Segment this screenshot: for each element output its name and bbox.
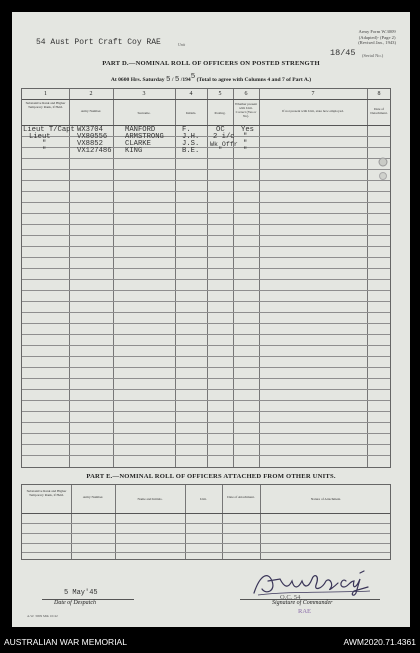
cell-initials: F.	[182, 126, 191, 134]
serial-label: (Serial No.)	[362, 53, 384, 58]
column-number: 2	[89, 91, 93, 97]
cell-initials: B.E.	[182, 147, 200, 155]
date-prefix: At 0600 Hrs. Saturday	[110, 76, 165, 83]
unit-stamp: RAE	[298, 608, 311, 615]
cell-present: Yes	[241, 126, 254, 134]
cell-rank: Lieut T/Capt	[23, 126, 75, 134]
e-header-name: Name and Initials.	[137, 497, 163, 501]
e-header-army-number: Army Number.	[82, 495, 104, 499]
cell-posting: 2 i/c	[213, 133, 235, 141]
commander-rank-stamp: O.C. 54	[280, 594, 301, 601]
column-number: 6	[244, 91, 248, 97]
part-e-title: PART E.—NOMINAL ROLL OF OFFICERS ATTACHED FROM OTHER UNITS.	[86, 473, 336, 480]
cell-rank: "	[42, 140, 47, 148]
cell-present: "	[243, 147, 248, 155]
date-suffix: (Total to agree with Columns 4 and 7 of Part A.)	[196, 76, 312, 83]
e-header-attachment-nature: Nature of Attachment.	[310, 497, 342, 501]
signature-label: Signature of Commander	[272, 600, 333, 606]
cell-posting: Wk Offr	[210, 141, 238, 148]
despatch-date: 5 May'45	[64, 589, 98, 597]
archive-accession-number: AWM2020.71.4361	[343, 637, 416, 647]
cell-rank: Lieut	[29, 133, 51, 141]
unit-label: Unit	[178, 42, 186, 47]
cell-army-number: VX8852	[77, 140, 103, 148]
cell-present: "	[243, 133, 248, 141]
column-header-army-number: Army Number.	[80, 109, 102, 113]
part-d-title: PART D.—NOMINAL ROLL OF OFFICERS ON POSTED STRENGTH	[102, 60, 320, 67]
part-d-table	[21, 88, 391, 468]
cell-army-number: WX3704	[77, 126, 103, 134]
e-header-unit: Unit.	[200, 497, 207, 501]
column-number: 8	[377, 91, 381, 97]
unit-name: 54 Aust Port Craft Coy RAE	[36, 38, 161, 47]
e-header-attachment-date: Date of Attachment.	[227, 495, 255, 499]
cell-posting: OC	[216, 126, 225, 134]
form-ref-line: Army Form W.3009	[358, 29, 396, 34]
column-number: 5	[218, 91, 222, 97]
e-header-rank: Substantive Rank and Higher Temporary Rank, if Held.	[26, 489, 67, 497]
cell-surname: KING	[125, 147, 143, 155]
form-ref-line: (Revised Jan., 1943)	[358, 40, 396, 46]
date-year-prefix: /194	[180, 76, 191, 83]
form-ref-line: (Adapted)- (Page 2)	[358, 34, 396, 40]
cell-army-number: VX127486	[77, 147, 112, 155]
cell-rank: "	[42, 147, 47, 155]
date-month: 5	[174, 75, 180, 84]
cell-initials: J.S.	[182, 140, 200, 148]
column-header-surname: Surname.	[137, 111, 151, 115]
column-header-detachment: Date of Detachment.	[370, 107, 388, 115]
cell-initials: J.H.	[182, 133, 200, 141]
archive-credit: AUSTRALIAN WAR MEMORIAL	[4, 637, 127, 647]
part-e-table	[21, 484, 391, 560]
column-number: 4	[189, 91, 193, 97]
date-year-digit: 5	[190, 73, 196, 81]
form-page	[12, 12, 410, 627]
printer-mark: A.W. 3009 M& 10/42	[27, 614, 58, 618]
column-number: 7	[311, 91, 315, 97]
cell-surname: ARMSTRONG	[125, 133, 164, 141]
column-header-initials: Initials.	[185, 111, 197, 115]
despatch-label: Date of Despatch	[54, 600, 96, 606]
column-header-employment: If not present with Unit, state how employed.	[282, 109, 344, 113]
date-day: 5	[165, 75, 171, 84]
cell-surname: CLARKE	[125, 140, 151, 148]
column-header-posting: Posting.	[214, 111, 226, 115]
cell-surname: MANFORD	[125, 126, 156, 134]
part-d-date-line: At 0600 Hrs. Saturday 5 / 5 $/194^5$ (Total to agree with Columns 4 and 7 of Part A.)	[110, 73, 312, 84]
form-reference	[358, 29, 396, 46]
cell-present: "	[243, 140, 248, 148]
column-number: 3	[142, 91, 146, 97]
column-number: 1	[44, 91, 47, 97]
column-header-present: Whether present with Unit. Correct (Yes or No).	[234, 102, 258, 118]
handwritten-signature	[250, 567, 380, 599]
punch-hole-mark	[376, 152, 390, 188]
serial-number: 18/45	[330, 48, 356, 58]
cell-army-number: VX80556	[77, 133, 108, 141]
cell-posting: "	[218, 147, 223, 155]
column-header-rank: Substantive Rank and Higher Temporary Rank, if Held.	[25, 101, 66, 109]
